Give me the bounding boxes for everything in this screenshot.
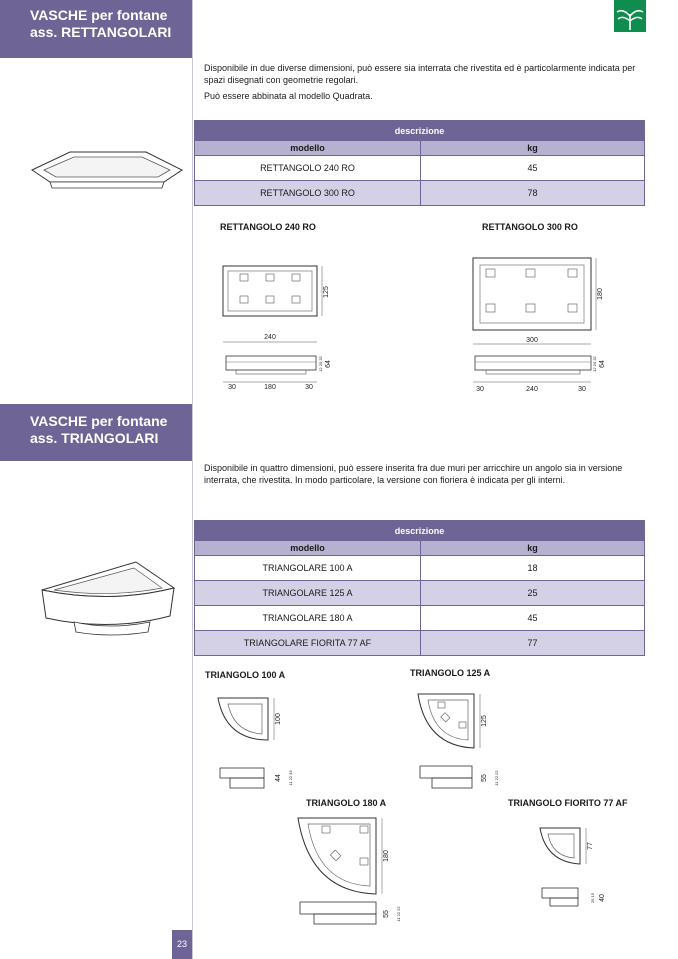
drawing-title: RETTANGOLO 240 RO [220, 222, 316, 232]
dim-middle-label: 180 [264, 384, 276, 391]
cell-model: TRIANGOLARE 125 A [195, 581, 421, 606]
table-caption: descrizione [195, 121, 645, 141]
small-dims-label: 12 20 32 [318, 356, 323, 372]
triangular-basin-illustration [40, 560, 178, 638]
drawing-title: TRIANGOLO 125 A [410, 668, 491, 678]
vertical-divider [192, 0, 193, 959]
rettangolo-300-technical-drawing [472, 256, 612, 396]
brand-logo [614, 0, 646, 32]
size-label: 180 [383, 850, 390, 862]
small-dims-label: 12 20 32 [592, 356, 597, 372]
page-number: 23 [172, 930, 192, 959]
section-title-line2: ass. RETTANGOLARI [30, 24, 172, 40]
height-label: 64 [599, 360, 606, 368]
triangolo-125-technical-drawing [416, 692, 512, 794]
cell-kg: 78 [421, 181, 645, 206]
leaf-icon [614, 0, 646, 32]
drawing-title: TRIANGOLO 100 A [205, 670, 286, 680]
cell-kg: 18 [421, 556, 645, 581]
height-label: 44 [275, 774, 282, 782]
cell-kg: 77 [421, 631, 645, 656]
cell-model: RETTANGOLO 240 RO [195, 156, 421, 181]
height-label: 55 [481, 774, 488, 782]
rettangolari-note: Può essere abbinata al modello Quadrata. [204, 91, 373, 101]
triangolo-100-technical-drawing [216, 696, 308, 794]
dim-left-label: 30 [476, 386, 484, 393]
triangolari-description: Disponibile in quattro dimensioni, può essere inserita fra due muri per arricchire un angolo sia in versione interrata, che rivestita. In modo particolare, la versione con fioriera è indicata per gli interni. [204, 463, 623, 485]
section-title-line1: VASCHE per fontane [30, 413, 168, 429]
rettangolari-table [194, 120, 645, 206]
table-row [195, 156, 645, 181]
rettangolo-240-technical-drawing [222, 262, 340, 394]
table-row [195, 556, 645, 581]
triangolo-180-technical-drawing [296, 814, 412, 930]
cell-model: TRIANGOLARE 100 A [195, 556, 421, 581]
table-row [195, 606, 645, 631]
small-dims-label: 11 22 22 [396, 906, 401, 922]
width-label: 300 [526, 337, 538, 344]
cell-model: TRIANGOLARE FIORITA 77 AF [195, 631, 421, 656]
table-row [195, 581, 645, 606]
height-label: 40 [599, 894, 606, 902]
depth-label: 180 [597, 288, 604, 300]
triangolari-table [194, 520, 645, 656]
size-label: 100 [275, 713, 282, 725]
height-label: 55 [383, 910, 390, 918]
table-row [195, 181, 645, 206]
height-label: 64 [325, 360, 332, 368]
small-dims-label: 11 22 22 [494, 770, 499, 786]
section-title-line2: ass. TRIANGOLARI [30, 430, 159, 446]
column-header-kg: kg [421, 141, 645, 156]
small-dims-label: 25 15 [590, 892, 595, 904]
section-title-line1: VASCHE per fontane [30, 7, 168, 23]
rettangolari-description: Disponibile in due diverse dimensioni, può essere sia interrata che rivestita ed è particolarmente indicata per spazi disegnati con geometrie regolari. [204, 63, 636, 85]
drawing-title: RETTANGOLO 300 RO [482, 222, 578, 232]
depth-label: 125 [323, 286, 330, 298]
column-header-model: modello [195, 141, 421, 156]
cell-model: TRIANGOLARE 180 A [195, 606, 421, 631]
triangolo-fiorito-77-technical-drawing [538, 826, 618, 916]
drawing-title: TRIANGOLO FIORITO 77 AF [508, 798, 628, 808]
section-title-rettangolari [0, 0, 192, 58]
dim-right-label: 30 [305, 384, 313, 391]
cell-kg: 25 [421, 581, 645, 606]
size-label: 77 [587, 842, 594, 850]
width-label: 240 [264, 334, 276, 341]
dim-right-label: 30 [578, 386, 586, 393]
dim-left-label: 30 [228, 384, 236, 391]
size-label: 125 [481, 715, 488, 727]
column-header-kg: kg [421, 541, 645, 556]
rectangular-basin-illustration [30, 148, 184, 192]
column-header-model: modello [195, 541, 421, 556]
cell-kg: 45 [421, 156, 645, 181]
small-dims-label: 11 22 33 [288, 770, 293, 786]
table-caption: descrizione [195, 521, 645, 541]
cell-model: RETTANGOLO 300 RO [195, 181, 421, 206]
drawing-title: TRIANGOLO 180 A [306, 798, 387, 808]
cell-kg: 45 [421, 606, 645, 631]
table-row [195, 631, 645, 656]
section-title-triangolari [0, 404, 192, 461]
dim-middle-label: 240 [526, 386, 538, 393]
